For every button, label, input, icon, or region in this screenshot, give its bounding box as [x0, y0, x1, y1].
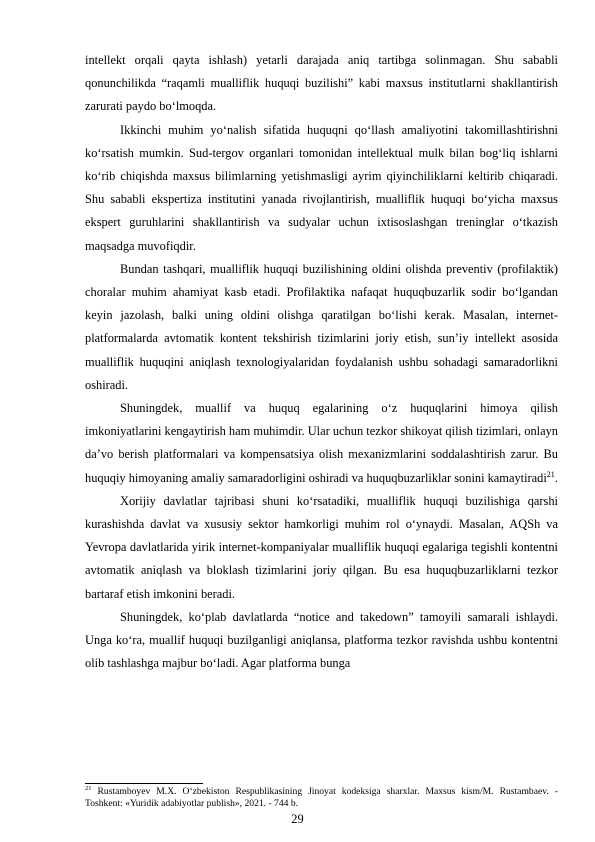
paragraph-5: Xorijiy davlatlar tajribasi shuni ko‘rsatadiki, mualliflik huquqi buzilishiga qarshi kurashishda davlat va xususiy sektor hamkorligi muhim rol o‘ynaydi. Masalan, AQSh va Yevropa davlatlarida yirik internet-kompaniyalar mualliflik huquqi egalariga tegishli kontentni avtomatik aniqlash va bloklash tizimlarini joriy qilgan. Bu esa huquqbuzarliklarni tezkor bartaraf etish imkonini beradi.	[85, 493, 558, 601]
page-number: 29	[291, 812, 304, 826]
page-body	[85, 49, 558, 675]
paragraph-3: Bundan tashqari, mualliflik huquqi buzilishining oldini olishda preventiv (profilaktik) choralar muhim ahamiyat kasb etadi. Profilaktika nafaqat huquqbuzarlik sodir bo‘lgandan keyin jazolash, balki uning oldini olishga qaratilgan bo‘lishi kerak. Masalan, internet-platformalarda avtomatik kontent tekshirish tizimlarini joriy etish, sun’iy intellekt asosida mualliflik huquqini aniqlash texnologiyalaridan foydalanish ushbu sohadagi samaradorlikni oshiradi.	[85, 261, 558, 392]
paragraph-4	[85, 397, 558, 490]
paragraph-1: intellekt orqali qayta ishlash) yetarli darajada aniq tartibga solinmagan. Shu sababli qonunchilikda “raqamli mualliflik huquqi buzilishi” kabi maxsus institutlarni shakllantirish zarurati paydo bo‘lmoqda.	[85, 53, 558, 114]
paragraph-4-text: Shuningdek, muallif va huquq egalarining o‘z huquqlarini himoya qilish imkoniyatlarini kengaytirish ham muhimdir. Ular uchun tezkor shikoyat qilish tizimlari, onlayn da’vo berish platformalari va kompensatsiya olish mexanizmlarini soddalashtirish zarur. Bu huquqiy himoyaning amaliy samaradorligini oshiradi va huquqbuzarliklar sonini kamaytiradi	[85, 401, 558, 485]
paragraph-2: Ikkinchi muhim yo‘nalish sifatida huquqni qo‘llash amaliyotini takomillashtirishni ko‘rsatish mumkin. Sud-tergov organlari tomonidan intellektual mulk bilan bog‘liq ishlarni ko‘rib chiqishda maxsus bilimlarning yetishmasligi ayrim qiyinchiliklarni keltirib chiqaradi. Shu sababli ekspertiza institutini yanada rivojlantirish, mualliflik huquqi bo‘yicha maxsus ekspert guruhlarini shakllantirish va sudyalar uchun ixtisoslashgan treninglar o‘tkazish maqsadga muvofiqdir.	[85, 122, 558, 253]
paragraph-4-tail: .	[554, 470, 558, 485]
footnote-divider	[85, 783, 203, 784]
footnote-reference[interactable]: 21	[546, 469, 555, 479]
footnote-text: Rustamboyev M.X. O‘zbekiston Respublikasining Jinoyat kodeksiga sharxlar. Maxsus kism/M. Rustambaev. - Toshkent: «Yuridik adabiyotlar publish», 2021. - 744 b.	[85, 786, 558, 809]
paragraph-6: Shuningdek, ko‘plab davlatlarda “notice and takedown” tamoyili samarali ishlaydi. Unga ko‘ra, muallif huquqi buzilganligi aniqlansa, platforma tezkor ravishda ushbu kontentni olib tashlashga majbur bo‘ladi. Agar platforma bunga	[85, 609, 558, 671]
footnote-number: 21	[85, 784, 92, 792]
footnote	[85, 786, 558, 810]
